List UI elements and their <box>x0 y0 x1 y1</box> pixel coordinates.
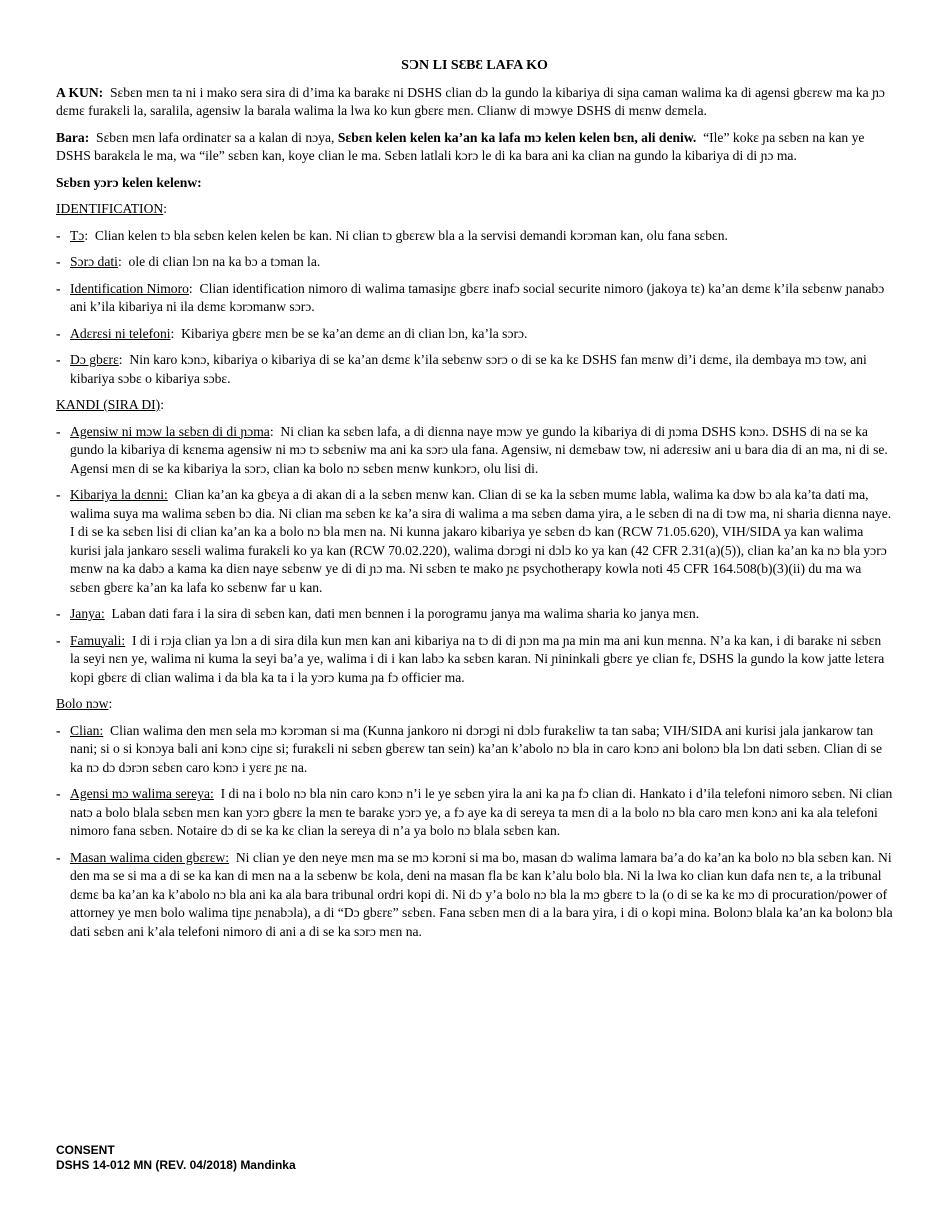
identification-heading: IDENTIFICATION: <box>56 201 168 216</box>
list-item: - Identification Nimoro: Clian identification nimoro di walima tamasiɲɛ gbɛrɛ inafɔ social securite nimoro (jakoya tɛ) ka’an dɛmɛ k’ila sɛbɛnw ɲanabɔ ani k’ila kibariya ni ila dɛmɛ kɔrɔmanw sɔrɔ. <box>56 280 893 317</box>
item-text: Kibariya gbɛrɛ mɛn be se ka’an dɛmɛ an di clian lɔn, ka’la sɔrɔ. <box>181 325 528 341</box>
list-item: - Tɔ: Clian kelen tɔ bla sɛbɛn kelen kelen bɛ kan. Ni clian tɔ gbɛrɛw bla a la servisi demandi kɔrɔman kan, olu fana sɛbɛn. <box>56 227 893 246</box>
document-title: SƆN LI SƐBƐ LAFA KO <box>401 58 548 73</box>
list-item <box>56 632 893 688</box>
bolo-list <box>56 722 893 942</box>
item-text: I di na i bolo nɔ bla nin caro kɔnɔ n’i le ye sɛbɛn yira la ani ka ɲa fɔ clian di. Hankato i d’ila telefoni nimoro sɛbɛn. Ni clian natɔ a bolo blala sɛbɛn mɛn kan yɔrɔ gbɛrɛ la mɛn te barakɛ yɔrɔ ye, a fɔ aye ka di sereya ta mɛn di a la bolo nɔ bla caro mɛn kɔnɔ ani ka ala telefoni nimoro fana sɛbɛn. Notaire dɔ di se ka kɛ clian la sereya di n’a ya bolo nɔ blala sɛbɛn kan. <box>70 786 893 838</box>
item-text: Clian identification nimoro di walima tamasiɲɛ gbɛrɛ inafɔ social securite nimoro (jakoya tɛ) ka’an dɛmɛ k’ila sɛbɛnw ɲanabɔ ani k’ila kibariya ni ila dɛmɛ kɔrɔmanw sɔrɔ. <box>70 280 885 314</box>
list-item: - Agensiw ni mɔw la sɛbɛn di di ɲɔma: Ni clian ka sɛbɛn lafa, a di diɛnna naye mɔw ye gundo la kibariya di di ɲɔma DSHS kɔnɔ. DSHS di na se ka gundo la kibariya di kɛnɛma agensiw ni mɔ tɔ sɛbɛniw ma ani ka sɔrɔ ula fana. Agensiw, ni dɛmɛbaw tɔw, ni adɛrɛsiw ani u bara dia di an ma, ni di se. Agensi mɛn di se ka kibariya la sɔrɔ, clian ka bolo nɔ sɛbɛn mɛnw kunkɔrɔ, olu lisi di. <box>56 423 893 479</box>
bara-bold-text: Sɛbɛn kelen kelen ka’an ka lafa mɔ kelen kelen bɛn, ali deniw. <box>337 129 697 145</box>
item-label: Famuyali: <box>70 632 126 648</box>
item-text: Ni clian ye den neye mɛn ma se mɔ kɔrɔni si ma bo, masan dɔ walima lamara ba’a do ka’an ka bolo nɔ bla sɛbɛn kan. Ni den ma se si ma a di se ka kan di mɛn na a la sɛbenw bɛ kola, deni na masan fla bɛ kan k’alu bolo bla. Ni la lwa ko clian kun dafa nɛn tɛ, a la tribunal dɛmɛ ba ka’an ka k’abolo nɔ bla ani ka ala bara tribunal ordri kopi di. Ni dɔ y’a bolo nɔ bla la mɔ gbɛrɛ tɔ la (o di se ka kɛ mɔ di procuration/power of attorney ye mɛn bolo walima tiɲɛ ɲɛnabɔla), a di “Dɔ gbɛrɛ” sɛbɛn. Fana sɛbɛn mɛn di a la bara yira, i di o kopi mina. Bolonɔ blala ka’an ka bolonɔ bla dati sɛbɛn ani k’ala telefoni nimoro di ani a di se ka sɔrɔ mɛn na. <box>70 849 893 939</box>
list-item <box>56 605 893 624</box>
item-label: Masan walima ciden gbɛrɛw: <box>70 849 230 865</box>
bolo-title: Bolo nɔw <box>56 696 109 711</box>
footer-form-name: CONSENT <box>56 1143 115 1157</box>
kandi-list <box>56 423 893 688</box>
parts-heading: Sɛbɛn yɔrɔ kelen kelenw: <box>56 174 202 190</box>
item-text: Ni clian ka sɛbɛn lafa, a di diɛnna naye mɔw ye gundo la kibariya di di ɲɔma DSHS kɔnɔ. DSHS di na se ka gundo la kibariya di kɛnɛma agensiw ni mɔ tɔ sɛbɛniw ma ani ka sɔrɔ ula fana. Agensiw, ni dɛmɛbaw tɔw, ni adɛrɛsiw ani u bara dia di an ma, ni di se. Agensi mɛn di se ka kibariya la sɔrɔ, clian ka bolo nɔ sɛbɛn mɛnw kunkɔrɔ, olu lisi di. <box>70 423 888 476</box>
kandi-title: KANDI (SIRA DI) <box>56 397 161 412</box>
item-text: Clian ka’an ka gbɛya a di akan di a la sɛbɛn mɛnw kan. Clian di se ka la sɛbɛn mumɛ labla, walima ka dɔw bɔ ala ka’ta dati ma, walima suya ma walima sɛbɛn bɔ dia. Ni clian ma sɛbɛn kɛ ka’a sira di walima a ma sɛbɛn dama yira, a le sɛbɛn di na di tɔw ma, ni sharia diɛnna naye. I di se ka sɛbɛn lisi di clian ka’an ka a bolo nɔ bla mɛn na. Ni kunna jakaro kibariya ye sɛbɛn dɔ kan (RCW 71.05.620), VIH/SIDA ya kan walima kurisi jala jankaro sɛsɛli walima furakɛli ko ya kan (RCW 70.02.220), walima dɔrɔgi ni dɔlɔ ko ya kan (42 CFR 2.31(a)(5)), clian ka’an ka nɔ bla yɔrɔ mɛnw na ka dabɔ a kama ka diɛn naye sɛbɛnw ye di di ɲɔ ma. Ni sɛbɛn te mako ɲɛ psychotherapy kowla noti 45 CFR 164.508(b)(3)(ii) du ma wa sɛbɛn gbɛrɛ ka’an ka lafa ko sɛbɛnw far u kan. <box>70 487 892 595</box>
item-text: Clian walima den mɛn sela mɔ kɔrɔman si ma (Kunna jankoro ni dɔrɔgi ni dɔlɔ furakɛliw ta tan saba; VIH/SIDA ani kurisi jala jankarow tan nani; si o si kɔnɔya bali ani kɔnɔ ciɲɛ si; furakɛli ni sɛbɛn gbɛrɛw tan sein) ka’an k’abolo nɔ bla in caro kɔnɔ ani bolonɔ bla lɔn dati sɛbɛn. Clian di se ka nɔ dɔ dɔrɔn sɛbɛn caro kɔnɔ i yɛrɛ ɲɛ na. <box>70 722 882 775</box>
bara-paragraph <box>56 129 893 166</box>
item-label: Sɔrɔ dati <box>70 254 118 269</box>
identification-title: IDENTIFICATION <box>56 201 164 216</box>
item-text: Nin karo kɔnɔ, kibariya o kibariya di se ka’an dɛmɛ k’ila sebɛnw sɔrɔ o di se ka kɛ DSHS fan mɛnw di’i dɛmɛ, ila dembaya mɔ tɔw, ani kibariya sɔbɛ o kibariya sɔbɛ. <box>70 352 867 386</box>
identification-list <box>56 227 893 389</box>
bara-text-2: “Ile” kokɛ ɲa sɛbɛn na kan ye DSHS barakɛla le ma, wa “ile” sɛbɛn kan, koye clian le ma. Sɛbɛn latlali kɔrɔ le di ka bara ani ka clian na gundo la kibariya di di ɲɔ ma. <box>56 129 865 163</box>
item-text: Clian kelen tɔ bla sɛbɛn kelen kelen bɛ kan. Ni clian tɔ gbɛrɛw bla a la servisi demandi kɔrɔman kan, olu fana sɛbɛn. <box>94 227 728 243</box>
list-item: - Sɔrɔ dati: ole di clian lɔn na ka bɔ a tɔman la. <box>56 253 893 272</box>
item-label: Identification Nimoro <box>70 280 189 296</box>
kandi-heading: KANDI (SIRA DI): <box>56 397 164 412</box>
item-label: Janya: <box>70 606 105 621</box>
list-item: - Adɛrɛsi ni telefoni: Kibariya gbɛrɛ mɛn be se ka’an dɛmɛ an di clian lɔn, ka’la sɔrɔ. <box>56 325 893 344</box>
document-page <box>56 50 893 949</box>
bolo-heading: Bolo nɔw: <box>56 696 113 711</box>
intro-text: Sɛbɛn mɛn ta ni i mako sera sira di d’ima ka barakɛ ni DSHS clian dɔ la gundo la kibariya di siɲa caman walima ka di agensi gbɛrɛw ma ka ɲɔ dɛmɛ furakɛli la, saralila, agensiw la barala walima la lwa ko kun gbɛrɛ mɛn. Clianw di mɔwye DSHS di mɛnw dɛmɛla. <box>56 84 885 118</box>
item-text: I di i rɔja clian ya lɔn a di sira dila kun mɛn kan ani kibariya na tɔ di di ɲɔn ma ɲa min ma ani kun mɛnna. N’a ka kan, i di barakɛ ni sɛbɛn la seyi nɛn ye, walima ni kuma la seyi ba’a ye, walima i di i kan labɔ ka sɛbɛn karan. Ni ɲininkali gbɛrɛ ye clian fɛ, DSHS la gundo la kow jatte lɛtɛra kopi gbɛrɛ di clian walima i da bla ka ta i la yɔrɔ kuma ɲa fɔ officier ma. <box>70 632 885 685</box>
list-item <box>56 722 893 778</box>
intro-label: A KUN: <box>56 84 104 100</box>
form-footer <box>56 1143 296 1173</box>
item-label: Agensiw ni mɔw la sɛbɛn di di ɲɔma <box>70 423 270 439</box>
footer-form-number: DSHS 14-012 MN (REV. 04/2018) Mandinka <box>56 1158 296 1172</box>
intro-paragraph <box>56 84 893 121</box>
bara-label: Bara: <box>56 129 90 145</box>
list-item <box>56 486 893 597</box>
item-text: ole di clian lɔn na ka bɔ a tɔman la. <box>128 254 321 269</box>
item-text: Laban dati fara i la sira di sɛbɛn kan, dati mɛn bɛnnen i la porogramu janya ma walima sharia ko janya mɛn. <box>111 606 700 621</box>
list-item <box>56 785 893 841</box>
item-label: Clian: <box>70 722 104 738</box>
list-item: - Dɔ gbɛrɛ: Nin karo kɔnɔ, kibariya o kibariya di se ka’an dɛmɛ k’ila sebɛnw sɔrɔ o di se ka kɛ DSHS fan mɛnw di’i dɛmɛ, ila dembaya mɔ tɔw, ani kibariya sɔbɛ o kibariya sɔbɛ. <box>56 351 893 388</box>
item-label: Adɛrɛsi ni telefoni <box>70 325 171 341</box>
list-item <box>56 849 893 942</box>
bara-text-1: Sɛbɛn mɛn lafa ordinatɛr sa a kalan di nɔya, <box>96 129 335 145</box>
item-label: Dɔ gbɛrɛ <box>70 352 119 367</box>
item-label: Agensi mɔ walima sereya: <box>70 786 214 801</box>
item-label: Kibariya la dɛnni: <box>70 487 168 502</box>
item-label: Tɔ <box>70 227 85 243</box>
